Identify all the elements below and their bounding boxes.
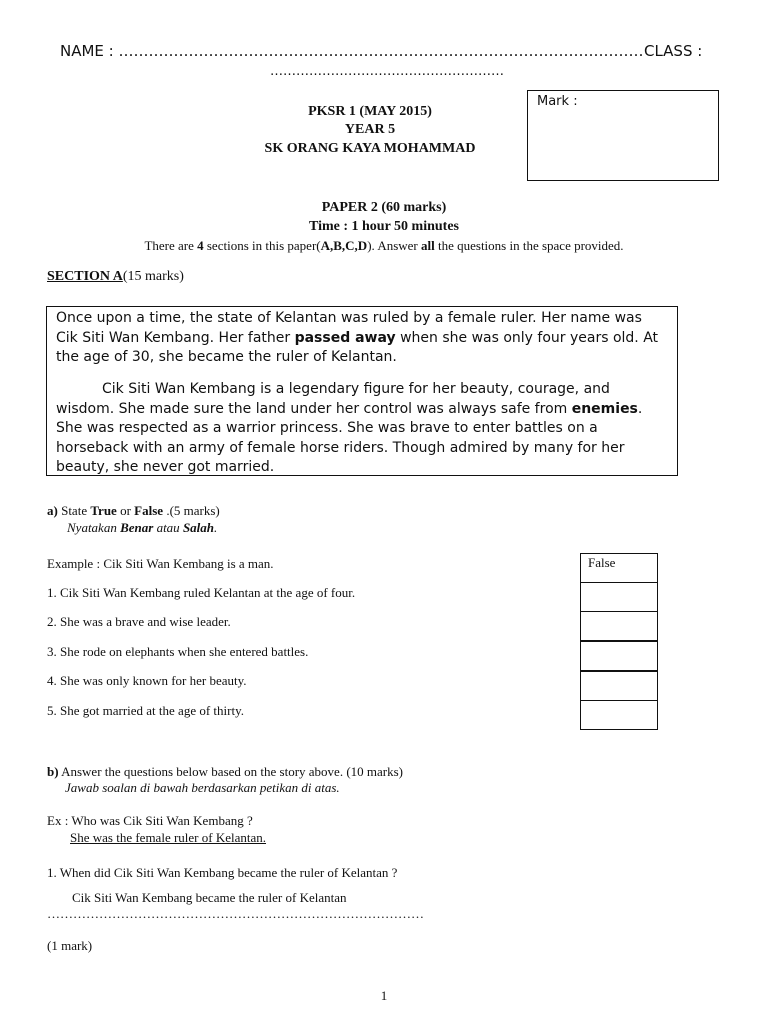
- instructions: There are 4 sections in this paper(A,B,C,D). Answer all the questions in the space provided.: [144, 238, 624, 253]
- example-answer: She was the female ruler of Kelantan.: [70, 830, 267, 845]
- tf-question-1: 1. Cik Siti Wan Kembang ruled Kelantan at the age of four.: [47, 585, 356, 600]
- part-b-instruction: b) Answer the questions below based on the story above. (10 marks): [47, 764, 403, 779]
- tf-question-5: 5. She got married at the age of thirty.: [47, 703, 244, 718]
- section-a-heading: SECTION A(15 marks): [47, 269, 184, 284]
- marks-label: (1 mark): [47, 938, 93, 953]
- mark-box: [527, 90, 719, 181]
- name-field: NAME : ……………………………………………………………………………………………: [60, 42, 644, 60]
- story-box: [46, 306, 678, 476]
- part-a-malay: Nyatakan Benar atau Salah.: [67, 520, 218, 535]
- tf-answer-box-3[interactable]: [580, 641, 658, 671]
- question-1: 1. When did Cik Siti Wan Kembang became the ruler of Kelantan ?: [47, 865, 398, 880]
- tf-question-4: 4. She was only known for her beauty.: [47, 673, 247, 688]
- page-number: 1: [380, 988, 388, 1003]
- tf-question-3: 3. She rode on elephants when she entered battles.: [47, 644, 309, 659]
- year-label: YEAR 5: [344, 122, 396, 137]
- tf-answer-example: False: [580, 553, 658, 583]
- tf-answer-box-2[interactable]: [580, 611, 658, 641]
- answer-1-line[interactable]: ……………………………………………………………………………: [47, 906, 424, 921]
- part-a-instruction: a) State True or False .(5 marks): [47, 503, 220, 518]
- tf-answer-box-4[interactable]: [580, 671, 658, 701]
- part-b-malay: Jawab soalan di bawah berdasarkan petikan di atas.: [65, 780, 340, 795]
- paper-title: PAPER 2 (60 marks): [321, 200, 447, 215]
- story-paragraph-1: Once upon a time, the state of Kelantan was ruled by a female ruler. Her name was Cik Siti Wan Kembang. Her father passed away when she was only four years old. At the age of 30, she became the ruler of Kelantan.: [56, 310, 659, 365]
- school-name: SK ORANG KAYA MOHAMMAD: [264, 141, 476, 156]
- exam-title: PKSR 1 (MAY 2015): [308, 104, 432, 119]
- answer-1-start: Cik Siti Wan Kembang became the ruler of Kelantan: [72, 890, 347, 905]
- tf-answer-box-5[interactable]: [580, 700, 658, 730]
- tf-question-2: 2. She was a brave and wise leader.: [47, 614, 231, 629]
- story-paragraph-2: Cik Siti Wan Kembang is a legendary figure for her beauty, courage, and wisdom. She made sure the land under her control was always safe from enemies. She was respected as a warrior princess. She was brave to enter battles on a horseback with an army of female horse riders. Though admired by many for her beauty, she never got married.: [56, 381, 643, 475]
- tf-example: Example : Cik Siti Wan Kembang is a man.: [47, 556, 274, 571]
- tf-answer-box-1[interactable]: [580, 582, 658, 612]
- name-field-continuation: ………………………………………………: [270, 64, 504, 79]
- class-label: CLASS :: [644, 42, 703, 60]
- example-question: Ex : Who was Cik Siti Wan Kembang ?: [47, 813, 253, 828]
- time-label: Time : 1 hour 50 minutes: [309, 219, 459, 234]
- mark-label: Mark :: [537, 94, 578, 109]
